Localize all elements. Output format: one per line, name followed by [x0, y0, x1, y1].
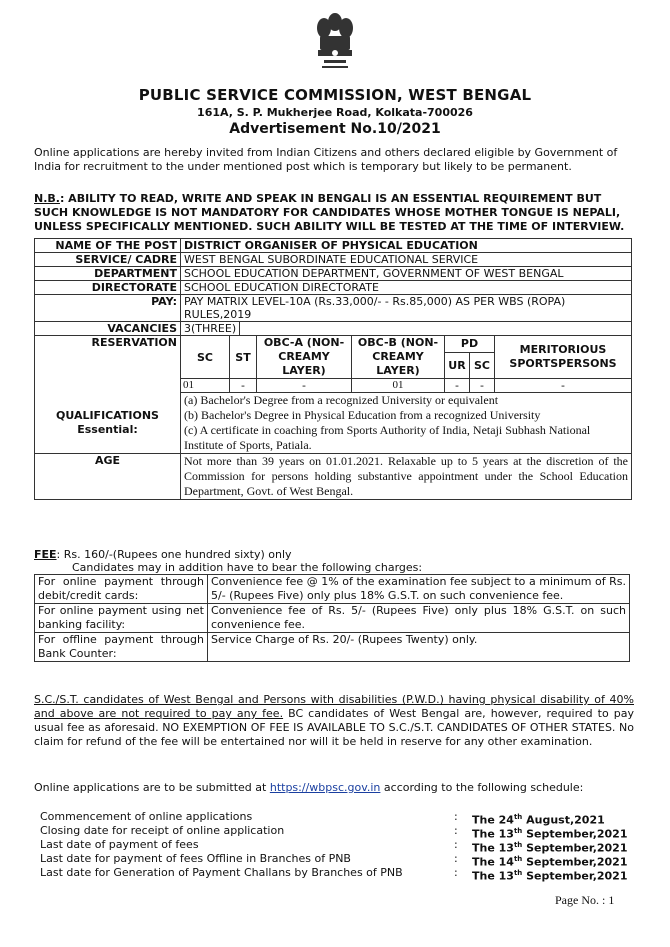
schedule-date: The 13th September,2021 [472, 841, 628, 855]
fee-mode: For online payment through debit/credit cards: [35, 575, 208, 604]
fee-mode: For online payment using net banking facility: [35, 604, 208, 633]
list-item: (a) Bachelor's Degree from a recognized University or equivalent [184, 393, 499, 407]
qualifications-label-cell [35, 393, 181, 454]
vacancies-cell [181, 322, 632, 336]
fee-charge: Service Charge of Rs. 20/- (Rupees Twenty) only. [208, 633, 630, 662]
department-label: DEPARTMENT [35, 267, 181, 281]
table-row [35, 604, 630, 633]
table-row [181, 336, 631, 352]
exemption-rest: BC candidates of West Bengal are, however, required to pay usual fee as aforesaid. NO EXEMPTION OF FEE IS AVAILABLE TO S.C./S.T. CANDIDATES OF OTHER STATES. No claim for refund of the fee will be entertained nor will it be held in reserve for any other examination. [34, 707, 634, 748]
nb-text: : ABILITY TO READ, WRITE AND SPEAK IN BENGALI IS AN ESSENTIAL REQUIREMENT BUT SUCH KNOWLEDGE IS NOT MANDATORY FOR CANDIDATES WHOSE MOTHER TONGUE IS NEPALI, UNLESS SPECIFICALLY MENTIONED. SUCH ABILITY WILL BE TESTED AT THE TIME OF INTERVIEW. [34, 192, 625, 233]
intro-paragraph: Online applications are hereby invited from Indian Citizens and others declared eligible by Government of India for recruitment to the under mentioned post which is temporary but likely to be permanent. [34, 146, 618, 173]
service-value: WEST BENGAL SUBORDINATE EDUCATIONAL SERVICE [181, 253, 632, 267]
res-value-obca: - [257, 379, 352, 393]
nb-notice [34, 192, 634, 234]
name-label: NAME OF THE POST [35, 239, 181, 253]
fee-exemption-paragraph [34, 693, 634, 749]
schedule-colon: : [454, 866, 458, 879]
schedule-date: The 13th September,2021 [472, 869, 628, 883]
pay-label: PAY: [35, 295, 181, 322]
post-details-table [34, 238, 632, 500]
table-row [181, 379, 631, 393]
fee-charge: Convenience fee @ 1% of the examination fee subject to a minimum of Rs. 5/- (Rupees Five) only plus 18% G.S.T. on such convenience fee. [208, 575, 630, 604]
schedule-colon: : [454, 810, 458, 823]
schedule-event: Last date for payment of fees Offline in Branches of PNB [40, 852, 351, 865]
list-item: (b) Bachelor's Degree in Physical Education from a recognized University [184, 408, 541, 422]
reservation-table [181, 336, 631, 392]
schedule-event: Commencement of online applications [40, 810, 253, 823]
res-value-st: - [230, 379, 257, 393]
table-row [35, 295, 632, 322]
res-header-merit: MERITORIOUS SPORTSPERSONS [495, 336, 632, 379]
list-item: (c) A certificate in coaching from Sports Authority of India, Netaji Subhash National Institute of Sports, Patiala. [184, 423, 591, 452]
qualifications-sublabel: Essential: [77, 422, 138, 436]
nb-label: N.B. [34, 192, 60, 205]
res-header-sc: SC [181, 336, 230, 379]
table-row [35, 267, 632, 281]
fee-charges-table [34, 574, 630, 662]
list-item [40, 838, 630, 855]
res-value-sc: 01 [181, 379, 230, 393]
list-item [40, 852, 630, 869]
table-row [35, 575, 630, 604]
directorate-value: SCHOOL EDUCATION DIRECTORATE [181, 281, 632, 295]
res-value-pdsc: - [470, 379, 495, 393]
online-submission [34, 781, 634, 795]
exemption-underlined: S.C./S.T. candidates of West Bengal and Persons with disabilities (P.W.D.) having physical disability of 40% and above are not required to pay any fee. [34, 693, 634, 720]
reservation-label: RESERVATION [35, 336, 181, 393]
reservation-cell [181, 336, 632, 393]
wbpsc-link[interactable]: https://wbpsc.gov.in [269, 781, 381, 794]
post-name: DISTRICT ORGANISER OF PHYSICAL EDUCATION [181, 239, 632, 253]
table-row [35, 454, 632, 500]
list-item [40, 824, 630, 841]
table-row [35, 336, 632, 393]
age-value: Not more than 39 years on 01.01.2021. Relaxable up to 5 years at the discretion of the Commission for persons holding substantive appointment under the School Education Department, Govt. of West Bengal. [181, 454, 632, 500]
res-header-pd: PD [445, 336, 495, 352]
schedule-colon: : [454, 838, 458, 851]
res-value-obcb: 01 [352, 379, 445, 393]
vacancies-value: 3(THREE) [181, 322, 240, 335]
schedule-colon: : [454, 852, 458, 865]
online-before: Online applications are to be submitted at [34, 781, 270, 794]
schedule-event: Closing date for receipt of online application [40, 824, 285, 837]
res-value-ur: - [445, 379, 470, 393]
table-row [35, 393, 632, 454]
schedule-date: The 13th September,2021 [472, 827, 628, 841]
qualifications-list [181, 393, 632, 454]
directorate-label: DIRECTORATE [35, 281, 181, 295]
table-row [35, 322, 632, 336]
schedule-event: Last date of payment of fees [40, 838, 199, 851]
fee-note: Candidates may in addition have to bear the following charges: [72, 561, 423, 574]
page-number: Page No. : 1 [555, 893, 615, 907]
fee-label: FEE [34, 548, 57, 561]
table-row [35, 281, 632, 295]
age-label: AGE [35, 454, 181, 500]
list-item [40, 866, 630, 883]
fee-section [34, 548, 634, 574]
res-header-pdsc: SC [470, 352, 495, 378]
schedule-date: The 14th September,2021 [472, 855, 628, 869]
online-after: according to the following schedule: [380, 781, 584, 794]
commission-title: PUBLIC SERVICE COMMISSION, WEST BENGAL [138, 86, 532, 104]
fee-charge: Convenience fee of Rs. 5/- (Rupees Five) only plus 18% G.S.T. on such convenience fee. [208, 604, 630, 633]
res-header-obcb: OBC-B (NON-CREAMY LAYER) [352, 336, 445, 379]
pay-value: PAY MATRIX LEVEL-10A (Rs.33,000/- - Rs.85,000) AS PER WBS (ROPA) RULES,2019 [181, 295, 632, 322]
table-row [35, 253, 632, 267]
schedule-date: The 24th August,2021 [472, 813, 605, 827]
advertisement-number: Advertisement No.10/2021 [229, 121, 441, 137]
department-value: SCHOOL EDUCATION DEPARTMENT, GOVERNMENT OF WEST BENGAL [181, 267, 632, 281]
schedule-event: Last date for Generation of Payment Challans by Branches of PNB [40, 866, 403, 879]
fee-mode: For offline payment through Bank Counter: [35, 633, 208, 662]
list-item [40, 810, 630, 827]
res-header-st: ST [230, 336, 257, 379]
res-header-ur: UR [445, 352, 470, 378]
commission-address: 161A, S. P. Mukherjee Road, Kolkata-700026 [197, 106, 473, 119]
table-row [35, 633, 630, 662]
vacancies-label: VACANCIES [35, 322, 181, 336]
schedule-colon: : [454, 824, 458, 837]
qualifications-label: QUALIFICATIONS [56, 408, 159, 422]
fee-amount: : Rs. 160/-(Rupees one hundred sixty) only [56, 548, 292, 561]
res-value-merit: - [495, 379, 632, 393]
service-label: SERVICE/ CADRE [35, 253, 181, 267]
schedule-list [40, 810, 630, 883]
state-emblem-icon [310, 8, 360, 78]
fee-line [34, 548, 634, 561]
res-header-obca: OBC-A (NON-CREAMY LAYER) [257, 336, 352, 379]
table-row [35, 239, 632, 253]
